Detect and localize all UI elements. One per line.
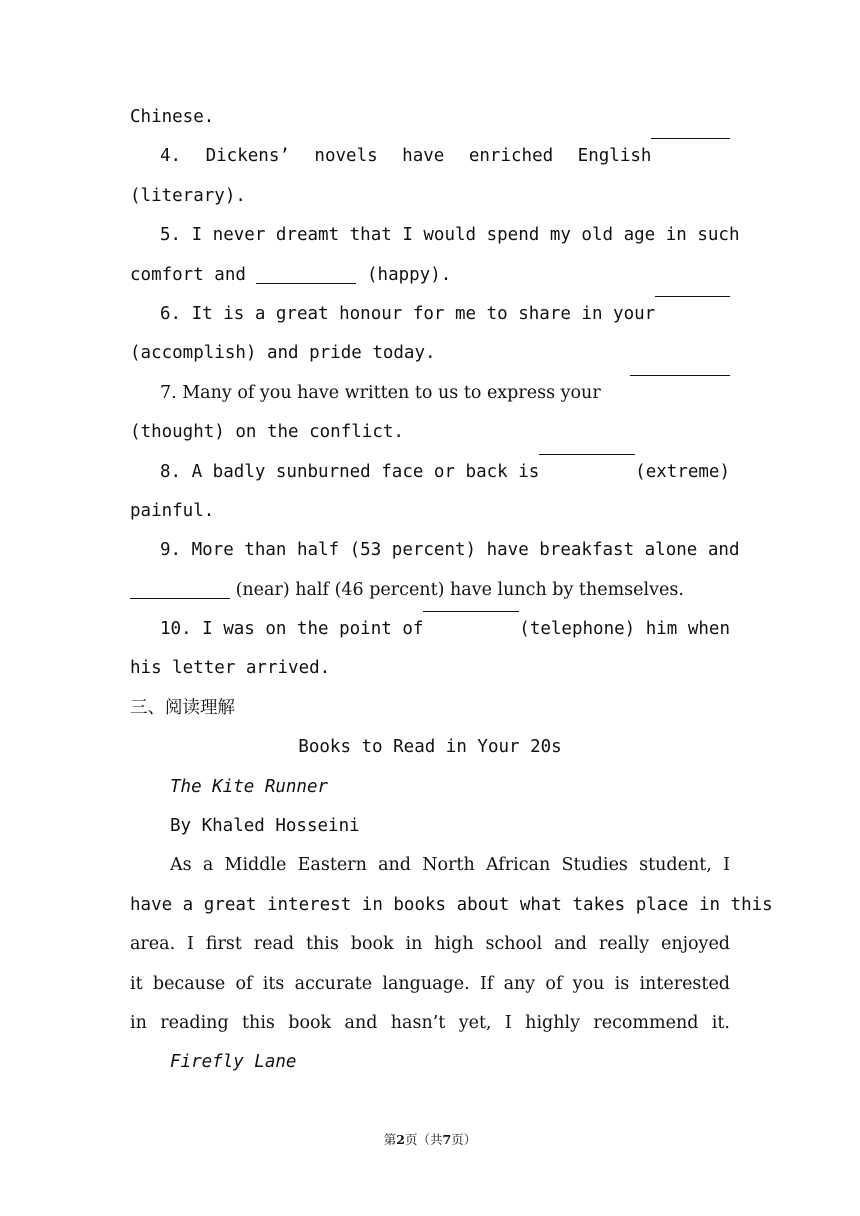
paragraph-line: have a great interest in books about what takes place in this	[130, 894, 773, 915]
question-5: 5. I never dreamt that I would spend my old age in such	[160, 225, 740, 246]
page-footer: 第2页（共7页）	[383, 1132, 477, 1147]
question-4: 4. Dickens’ novels have enriched English	[130, 137, 730, 176]
book-title: Firefly Lane	[170, 1052, 297, 1073]
question-7: 7. Many of you have written to us to express your	[130, 374, 730, 413]
text-line: comfort and (happy).	[130, 264, 452, 285]
text-line: (thought) on the conflict.	[130, 422, 404, 443]
page-number: 2	[396, 1132, 405, 1147]
section-heading: 三、阅读理解	[130, 697, 235, 718]
paragraph-line: area. I first read this book in high school and really enjoyed	[130, 934, 730, 955]
text-line: (literary).	[130, 185, 246, 206]
answer-blank	[130, 597, 230, 599]
text-line: painful.	[130, 500, 215, 521]
book-title: The Kite Runner	[170, 776, 329, 797]
paragraph-line: it because of its accurate language. If any of you is interested	[130, 973, 730, 994]
answer-blank	[539, 453, 635, 455]
text-line: his letter arrived.	[130, 658, 331, 679]
answer-blank	[256, 282, 356, 284]
question-6: 6. It is a great honour for me to share in your	[130, 295, 730, 334]
book-author: By Khaled Hosseini	[170, 816, 360, 837]
answer-blank	[630, 374, 730, 376]
answer-blank	[423, 610, 519, 612]
text-line: Chinese.	[130, 107, 215, 127]
paragraph-line: in reading this book and hasn’t yet, I highly recommend it.	[130, 1012, 730, 1033]
answer-blank	[655, 295, 730, 297]
document-page	[130, 98, 773, 1083]
answer-blank	[651, 137, 730, 139]
question-8: 8. A badly sunburned face or back is (extreme)	[130, 453, 730, 492]
text-line: (accomplish) and pride today.	[130, 343, 436, 364]
passage-title: Books to Read in Your 20s	[298, 737, 562, 758]
paragraph-line: As a Middle Eastern and North African Studies student, I	[170, 855, 730, 876]
text-line: (near) half (46 percent) have lunch by themselves.	[130, 571, 730, 610]
question-9: 9. More than half (53 percent) have breakfast alone and	[160, 540, 740, 561]
total-pages: 7	[442, 1132, 452, 1147]
question-10: 10. I was on the point of (telephone) him when	[130, 610, 730, 649]
